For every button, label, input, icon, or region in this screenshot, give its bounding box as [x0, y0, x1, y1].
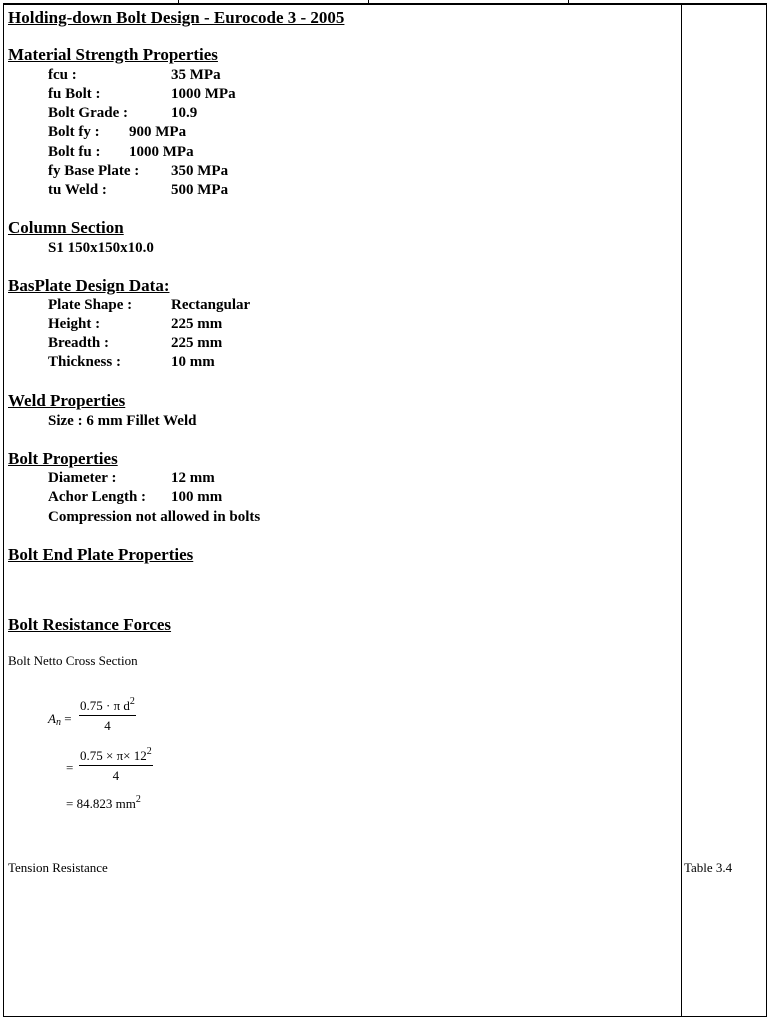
- equation-1-exponent: 2: [129, 696, 135, 707]
- equation-2-numerator-text: 0.75 × π× 12: [80, 748, 147, 763]
- material-value: 1000 MPa: [129, 144, 194, 160]
- equation-2-denominator: 4: [112, 768, 120, 783]
- bolt-label: Diameter :: [48, 470, 117, 486]
- material-value: 500 MPa: [171, 182, 229, 198]
- material-value: 1000 MPa: [171, 86, 236, 102]
- equation-2-equals: =: [66, 760, 74, 775]
- equation-3-exponent: 2: [135, 794, 141, 805]
- baseplate-value: Rectangular: [171, 297, 251, 313]
- material-value: 35 MPa: [171, 67, 221, 83]
- top-column-stub: [568, 0, 569, 4]
- equation-lhs-subscript: n: [55, 717, 61, 728]
- equation-2-numerator: [79, 748, 153, 766]
- baseplate-label: Height :: [48, 316, 101, 332]
- equation-1-denominator: 4: [104, 718, 111, 733]
- equation-lhs-symbol: A: [48, 711, 56, 726]
- material-value: 350 MPa: [171, 163, 229, 179]
- equation-lhs: $A_n$ =: [48, 711, 72, 728]
- material-label: fcu :: [48, 67, 77, 83]
- bolt-value: 100 mm: [171, 489, 223, 505]
- top-column-stub: [368, 0, 369, 4]
- material-value: 900 MPa: [129, 124, 187, 140]
- column-heading: Column Section: [8, 218, 124, 237]
- baseplate-label: Plate Shape :: [48, 297, 133, 313]
- material-label: tu Weld :: [48, 182, 107, 198]
- baseplate-value: 10 mm: [171, 354, 215, 370]
- material-label: Bolt fy :: [48, 124, 100, 140]
- weld-size-value: Size : 6 mm Fillet Weld: [48, 413, 197, 429]
- bolt-label: Achor Length :: [48, 489, 147, 505]
- equation-2-fraction: [79, 748, 153, 784]
- top-column-stub: [178, 0, 179, 4]
- equation-1-fraction: [79, 698, 136, 734]
- table-reference: Table 3.4: [684, 860, 733, 875]
- baseplate-value: 225 mm: [171, 316, 223, 332]
- bolt-value: 12 mm: [171, 470, 215, 486]
- equation-3-text: = 84.823 mm: [66, 796, 136, 811]
- tension-resistance-label: Tension Resistance: [8, 860, 108, 875]
- equation-1-numerator-text: 0.75 · π d: [80, 698, 130, 713]
- top-border: [3, 3, 766, 5]
- baseplate-heading: BasPlate Design Data:: [8, 276, 170, 295]
- material-label: fy Base Plate :: [48, 163, 140, 179]
- resistance-heading: Bolt Resistance Forces: [8, 615, 172, 634]
- material-heading: Material Strength Properties: [8, 45, 218, 64]
- equation-3-result: [66, 796, 141, 812]
- document-title: Holding-down Bolt Design - Eurocode 3 - 2005: [8, 8, 345, 27]
- baseplate-value: 225 mm: [171, 335, 223, 351]
- reference-column-divider: [681, 4, 682, 1017]
- bolt-compression-note: Compression not allowed in bolts: [48, 509, 261, 525]
- equation-2-exponent: 2: [146, 746, 152, 757]
- weld-heading: Weld Properties: [8, 391, 126, 410]
- material-label: fu Bolt :: [48, 86, 101, 102]
- netto-section-label: Bolt Netto Cross Section: [8, 653, 138, 668]
- column-section-value: S1 150x150x10.0: [48, 240, 154, 256]
- baseplate-label: Thickness :: [48, 354, 121, 370]
- material-label: Bolt fu :: [48, 144, 101, 160]
- material-label: Bolt Grade :: [48, 105, 128, 121]
- baseplate-label: Breadth :: [48, 335, 109, 351]
- material-value: 10.9: [171, 105, 198, 121]
- bolt-heading: Bolt Properties: [8, 449, 118, 468]
- endplate-heading: Bolt End Plate Properties: [8, 545, 194, 564]
- equation-1-numerator: [79, 698, 136, 716]
